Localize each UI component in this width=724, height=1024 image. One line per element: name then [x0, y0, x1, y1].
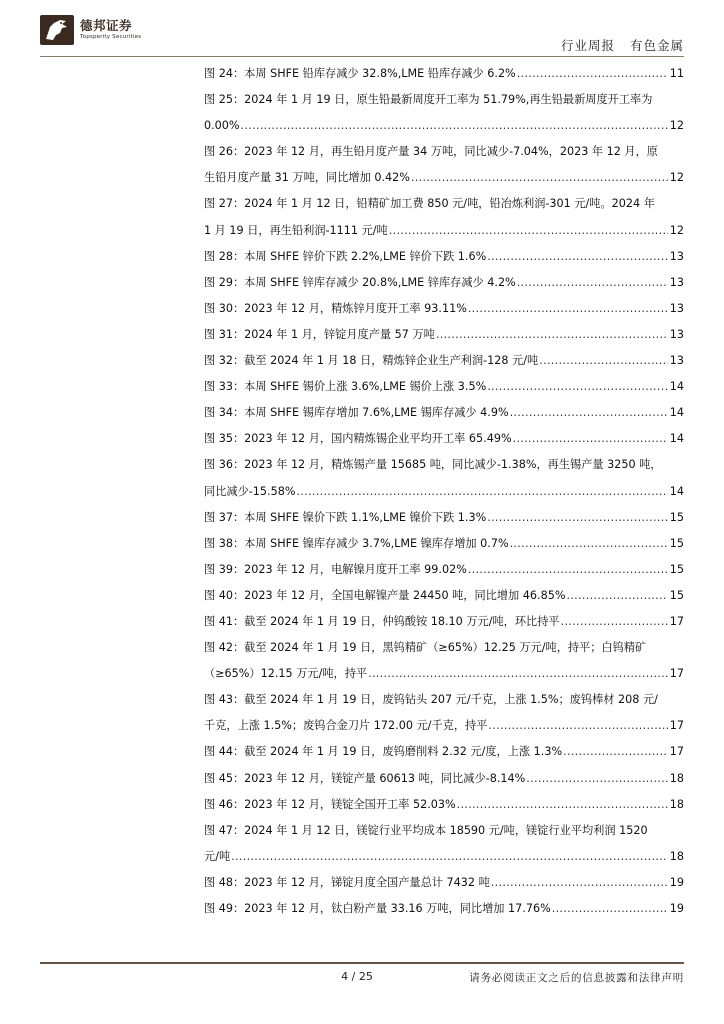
toc-dot-leader	[436, 322, 668, 348]
toc-page-number: 13	[669, 301, 684, 315]
toc-entry-line	[204, 792, 684, 818]
toc-entry-line	[204, 374, 684, 400]
toc-entry[interactable]	[204, 452, 684, 504]
toc-dot-leader	[526, 766, 667, 792]
toc-entry-title: 图 39：2023 年 12 月，电解镍月度开工率 99.02%	[204, 562, 467, 576]
toc-entry-line	[204, 739, 684, 765]
toc-dot-leader	[487, 374, 668, 400]
toc-entry-line	[204, 113, 684, 139]
toc-entry-line	[204, 583, 684, 609]
toc-entry-line	[204, 635, 684, 661]
toc-entry-title: 图 45：2023 年 12 月，镁锭产量 60613 吨，同比减少-8.14%	[204, 771, 526, 785]
toc-entry[interactable]	[204, 139, 684, 191]
toc-entry-title: 图 43：截至 2024 年 1 月 19 日，废钨钻头 207 元/千克，上涨 1.5%；废钨棒材 208 元/	[204, 693, 658, 707]
toc-entry-title: （≥65%）12.15 万元/吨，持平	[204, 667, 368, 681]
toc-entry-title: 图 27：2024 年 1 月 12 日，铅精矿加工费 850 元/吨，铅冶炼利润-301 元/吨。2024 年	[204, 197, 655, 211]
toc-page-number: 18	[669, 771, 684, 785]
toc-entry-line	[204, 244, 684, 270]
toc-entry-line	[204, 452, 684, 478]
toc-dot-leader	[468, 557, 668, 583]
toc-entry-line	[204, 348, 684, 374]
toc-entry-line	[204, 165, 684, 191]
toc-dot-leader	[457, 792, 668, 818]
toc-entry[interactable]	[204, 296, 684, 322]
toc-entry[interactable]	[204, 635, 684, 687]
toc-dot-leader	[487, 244, 668, 270]
toc-page-number: 17	[669, 745, 684, 759]
toc-dot-leader	[491, 870, 668, 896]
toc-entry-title: 同比减少-15.58%	[204, 484, 296, 498]
header-divider	[40, 56, 684, 57]
toc-page-number: 15	[669, 536, 684, 550]
toc-entry[interactable]	[204, 322, 684, 348]
toc-entry-title: 图 36：2023 年 12 月，精炼锡产量 15685 吨，同比减少-1.38%，再生锡产量 3250 吨，	[204, 458, 662, 472]
toc-page-number: 14	[669, 380, 684, 394]
legal-disclaimer: 请务必阅读正文之后的信息披露和法律声明	[469, 972, 684, 984]
toc-page-number: 15	[669, 562, 684, 576]
toc-dot-leader	[552, 896, 668, 922]
toc-dot-leader	[510, 531, 668, 557]
toc-entry-title: 图 32：截至 2024 年 1 月 18 日，精炼锌企业生产利润-128 元/吨	[204, 354, 539, 368]
toc-entry-title: 图 31：2024 年 1 月，锌锭月度产量 57 万吨	[204, 327, 435, 341]
brand-name-cn: 德邦证券	[80, 17, 133, 33]
toc-entry-title: 图 44：截至 2024 年 1 月 19 日，废钨磨削料 2.32 元/度，上涨 1.3%	[204, 745, 563, 759]
toc-page-number: 17	[669, 719, 684, 733]
toc-entry-line	[204, 609, 684, 635]
toc-entry-line	[204, 687, 684, 713]
footer-divider	[40, 962, 684, 964]
page-header	[0, 0, 724, 62]
toc-page-number: 13	[669, 275, 684, 289]
toc-dot-leader	[510, 400, 668, 426]
brand-name-en: Topsperity Securities	[80, 34, 142, 40]
toc-page-number: 12	[669, 171, 684, 185]
toc-entry-line	[204, 322, 684, 348]
toc-entry[interactable]	[204, 870, 684, 896]
toc-page-number: 18	[669, 797, 684, 811]
toc-dot-leader	[468, 296, 668, 322]
report-type: 行业周报	[561, 38, 616, 53]
toc-entry-line	[204, 296, 684, 322]
toc-dot-leader	[368, 661, 668, 687]
toc-entry-title: 图 33：本周 SHFE 锡价上涨 3.6%,LME 锡价上涨 3.5%	[204, 380, 487, 394]
toc-dot-leader	[411, 165, 668, 191]
toc-page-number: 13	[669, 354, 684, 368]
toc-dot-leader	[487, 505, 668, 531]
toc-entry-line	[204, 87, 684, 113]
toc-entry[interactable]	[204, 583, 684, 609]
toc-entry-title: 图 37：本周 SHFE 镍价下跌 1.1%,LME 镍价下跌 1.3%	[204, 510, 487, 524]
toc-entry-title: 图 40：2023 年 12 月，全国电解镍产量 24450 吨，同比增加 46.85%	[204, 588, 566, 602]
toc-entry-title: 图 46：2023 年 12 月，镁锭全国开工率 52.03%	[204, 797, 456, 811]
toc-entry-line	[204, 61, 684, 87]
toc-entry-title: 图 49：2023 年 12 月，钛白粉产量 33.16 万吨，同比增加 17.76%	[204, 902, 551, 915]
toc-entry[interactable]	[204, 61, 684, 87]
toc-dot-leader	[517, 61, 668, 87]
toc-entry-title: 1 月 19 日，再生铅利润-1111 元/吨	[204, 223, 388, 237]
toc-page-number: 18	[669, 849, 684, 863]
toc-entry-line	[204, 766, 684, 792]
toc-entry-line	[204, 479, 684, 505]
toc-entry-title: 图 38：本周 SHFE 镍库存减少 3.7%,LME 镍库存增加 0.7%	[204, 536, 509, 550]
toc-page-number: 17	[669, 667, 684, 681]
toc-dot-leader	[566, 583, 667, 609]
toc-entry[interactable]	[204, 87, 684, 139]
toc-dot-leader	[389, 218, 668, 244]
toc-page-number: 12	[669, 119, 684, 133]
report-category	[561, 36, 684, 54]
toc-entry[interactable]	[204, 426, 684, 452]
toc-entry-title: 图 29：本周 SHFE 锌库存减少 20.8%,LME 锌库存减少 4.2%	[204, 275, 516, 289]
toc-entry[interactable]	[204, 766, 684, 792]
toc-entry-line	[204, 426, 684, 452]
toc-entry-line	[204, 531, 684, 557]
toc-page-number: 14	[669, 406, 684, 420]
toc-entry-line	[204, 713, 684, 739]
toc-entry-title: 千克，上涨 1.5%；废钨合金刀片 172.00 元/千克，持平	[204, 719, 488, 733]
toc-entry-title: 图 41：截至 2024 年 1 月 19 日，仲钨酸铵 18.10 万元/吨，环比持平	[204, 614, 560, 628]
toc-entry[interactable]	[204, 687, 684, 739]
toc-dot-leader	[563, 739, 668, 765]
toc-entry-title: 图 48：2023 年 12 月，锑锭月度全国产量总计 7432 吨	[204, 875, 490, 889]
toc-entry[interactable]	[204, 374, 684, 400]
toc-entry-title: 图 34：本周 SHFE 锡库存增加 7.6%,LME 锡库存减少 4.9%	[204, 406, 509, 420]
toc-dot-leader	[231, 844, 668, 870]
toc-entry[interactable]	[204, 609, 684, 635]
toc-dot-leader	[488, 713, 667, 739]
toc-entry-line	[204, 557, 684, 583]
toc-entry[interactable]	[204, 348, 684, 374]
toc-entry-title: 图 35：2023 年 12 月，国内精炼锡企业平均开工率 65.49%	[204, 432, 512, 446]
horse-logo-icon	[40, 15, 74, 45]
toc-entry-title: 元/吨	[204, 849, 231, 863]
table-of-figures	[204, 61, 684, 922]
toc-page-number: 19	[669, 902, 684, 915]
toc-entry[interactable]	[204, 270, 684, 296]
page-number: 4 / 25	[341, 970, 373, 983]
toc-entry[interactable]	[204, 244, 684, 270]
toc-dot-leader	[241, 113, 668, 139]
toc-entry-title: 图 25：2024 年 1 月 19 日，原生铅最新周度开工率为 51.79%,再生铅最新周度开工率为	[204, 93, 653, 107]
toc-page-number: 11	[669, 67, 684, 80]
toc-entry-line	[204, 870, 684, 896]
toc-entry[interactable]	[204, 818, 684, 870]
toc-entry[interactable]	[204, 792, 684, 818]
toc-page-number: 14	[669, 432, 684, 446]
toc-entry-line	[204, 400, 684, 426]
toc-entry-title: 0.00%	[204, 119, 240, 133]
toc-entry-line	[204, 218, 684, 244]
toc-dot-leader	[539, 348, 668, 374]
toc-dot-leader	[561, 609, 668, 635]
toc-entry[interactable]	[204, 739, 684, 765]
toc-page-number: 17	[669, 614, 684, 628]
toc-entry-title: 图 28：本周 SHFE 锌价下跌 2.2%,LME 锌价下跌 1.6%	[204, 249, 487, 263]
toc-entry-line	[204, 896, 684, 922]
toc-entry[interactable]	[204, 896, 684, 922]
toc-page-number: 12	[669, 223, 684, 237]
brand-name	[80, 17, 142, 41]
toc-page-number: 15	[669, 510, 684, 524]
toc-entry[interactable]	[204, 400, 684, 426]
toc-entry-title: 图 30：2023 年 12 月，精炼锌月度开工率 93.11%	[204, 301, 467, 315]
toc-entry-title: 图 26：2023 年 12 月，再生铅月度产量 34 万吨，同比减少-7.04%，2023 年 12 月，原	[204, 145, 658, 159]
toc-entry[interactable]	[204, 557, 684, 583]
toc-entry[interactable]	[204, 191, 684, 243]
brand-logo	[40, 14, 190, 46]
toc-entry-line	[204, 818, 684, 844]
toc-entry-line	[204, 844, 684, 870]
toc-entry-line	[204, 270, 684, 296]
toc-dot-leader	[296, 479, 667, 505]
toc-entry-line	[204, 661, 684, 687]
toc-entry-line	[204, 505, 684, 531]
toc-entry-title: 图 47：2024 年 1 月 12 日，镁锭行业平均成本 18590 元/吨，镁锭行业平均利润 1520	[204, 823, 648, 837]
toc-page-number: 19	[669, 875, 684, 889]
toc-dot-leader	[517, 270, 668, 296]
toc-entry-line	[204, 139, 684, 165]
toc-page-number: 15	[669, 588, 684, 602]
toc-entry-title: 图 24：本周 SHFE 铅库存减少 32.8%,LME 铅库存减少 6.2%	[204, 67, 516, 80]
toc-entry-line	[204, 191, 684, 217]
report-sector: 有色金属	[629, 38, 684, 53]
toc-entry[interactable]	[204, 531, 684, 557]
toc-entry[interactable]	[204, 505, 684, 531]
toc-entry-title: 生铅月度产量 31 万吨，同比增加 0.42%	[204, 171, 410, 185]
toc-page-number: 14	[669, 484, 684, 498]
toc-dot-leader	[513, 426, 668, 452]
toc-entry-title: 图 42：截至 2024 年 1 月 19 日，黑钨精矿（≥65%）12.25 万元/吨，持平；白钨精矿	[204, 641, 647, 655]
toc-page-number: 13	[669, 327, 684, 341]
toc-page-number: 13	[669, 249, 684, 263]
